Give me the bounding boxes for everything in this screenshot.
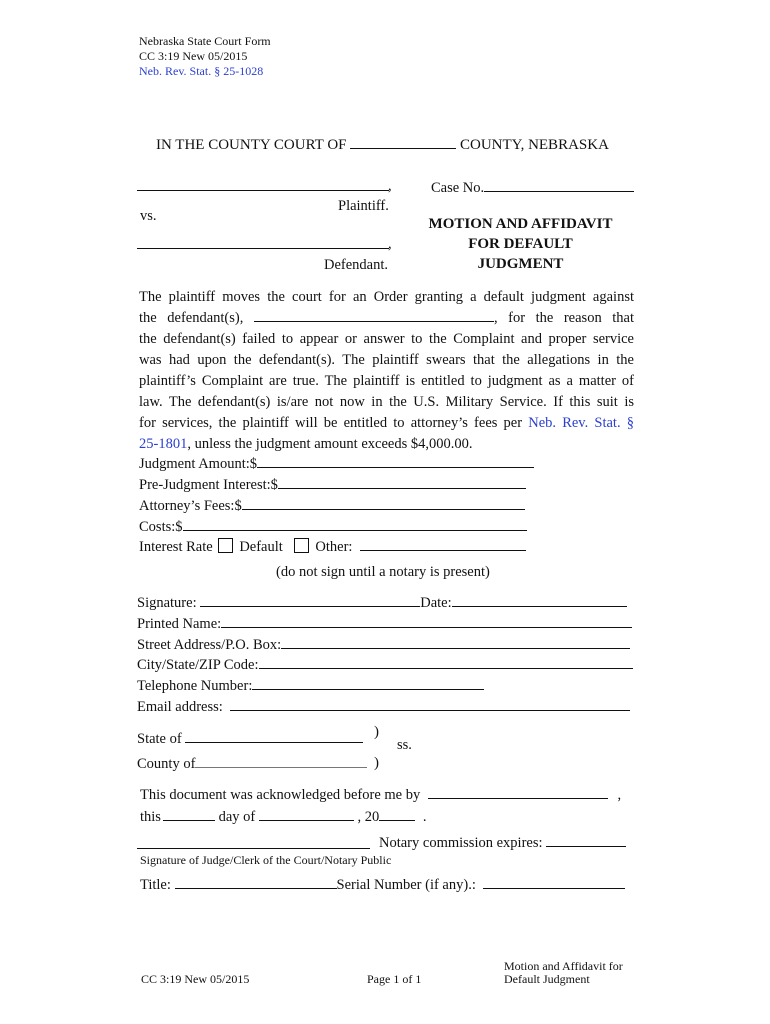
- form-title-line2: FOR DEFAULT: [468, 236, 573, 252]
- court-heading: [156, 136, 609, 154]
- paragraph-line: was had upon the defendant(s). The plaintiff swears that the allegations in the: [139, 352, 634, 368]
- attorney-fee-statute-link-cont[interactable]: 25-1801: [139, 436, 188, 452]
- acknowledgment-comma: ,: [617, 787, 622, 803]
- court-suffix: COUNTY, NEBRASKA: [460, 137, 609, 153]
- title-label: Title:: [140, 877, 171, 893]
- commission-expires-field[interactable]: [546, 834, 626, 847]
- judgment-amount-label: Judgment Amount:$: [139, 456, 258, 472]
- default-rate-label: Default: [239, 539, 283, 555]
- paragraph-line: The plaintiff moves the court for an Order granting a default judgment against: [139, 289, 634, 305]
- venue-bracket-top: ): [374, 724, 379, 740]
- city-state-zip-label: City/State/ZIP Code:: [137, 657, 259, 673]
- defendant-label: Defendant.: [324, 257, 389, 273]
- venue-state-field[interactable]: [185, 730, 363, 743]
- paragraph-line: plaintiff’s Complaint are true. The plaintiff is entitled to judgment as a matter of: [139, 373, 634, 389]
- year-prefix-label: , 20: [357, 809, 380, 825]
- other-rate-field[interactable]: [360, 538, 526, 551]
- venue-state-label: State of: [137, 731, 182, 747]
- court-prefix: IN THE COUNTY COURT OF: [156, 137, 347, 153]
- acknowledgment-label: This document was acknowledged before me by: [140, 787, 421, 803]
- notary-signature-field[interactable]: [137, 848, 370, 849]
- defendant-name-inline-field[interactable]: [254, 309, 494, 322]
- date-period: .: [422, 809, 427, 825]
- paragraph-text: for services, the plaintiff will be entitled to attorney’s fees per: [139, 415, 523, 431]
- judgment-amount-field[interactable]: [257, 455, 534, 468]
- this-label: this: [140, 809, 161, 825]
- city-state-zip-field[interactable]: [259, 656, 633, 669]
- plaintiff-comma: ,: [388, 178, 392, 194]
- other-rate-checkbox[interactable]: [294, 538, 309, 553]
- serial-number-label: Serial Number (if any).:: [336, 877, 476, 893]
- email-field[interactable]: [230, 698, 630, 711]
- footer-page-number: Page 1 of 1: [367, 972, 422, 986]
- paragraph-text: , for the reason that: [493, 310, 634, 326]
- case-number-field[interactable]: [484, 179, 634, 192]
- title-row: [140, 876, 625, 894]
- email-label: Email address:: [137, 699, 223, 715]
- default-rate-checkbox[interactable]: [218, 538, 233, 553]
- costs-field[interactable]: [183, 518, 527, 531]
- prejudgment-interest-label: Pre-Judgment Interest:$: [139, 477, 278, 493]
- signature-label: Signature:: [137, 595, 197, 611]
- street-address-label: Street Address/P.O. Box:: [137, 637, 282, 653]
- venue-state-row: [137, 730, 363, 748]
- signature-field[interactable]: [200, 594, 420, 607]
- form-title-line1: MOTION AND AFFIDAVIT: [428, 216, 613, 232]
- statute-link[interactable]: Neb. Rev. Stat. § 25-1028: [139, 64, 264, 78]
- case-number-row: [431, 179, 634, 197]
- venue-county-label: County of: [137, 756, 196, 772]
- venue-bracket-bottom: ): [374, 755, 379, 771]
- county-name-field[interactable]: [350, 136, 456, 149]
- day-of-label: day of: [218, 809, 256, 825]
- title-field[interactable]: [175, 876, 337, 889]
- commission-row: [379, 834, 626, 852]
- date-label: Date:: [420, 595, 452, 611]
- footer-doc-title-line2: Default Judgment: [504, 972, 590, 986]
- day-field[interactable]: [163, 808, 215, 821]
- printed-name-row: [137, 615, 632, 633]
- acknowledged-by-field[interactable]: [428, 786, 608, 799]
- notary-instruction: (do not sign until a notary is present): [276, 564, 490, 580]
- venue-ss-label: ss.: [397, 737, 412, 753]
- form-title-line3: JUDGMENT: [477, 256, 564, 272]
- case-number-label: Case No.: [431, 180, 485, 196]
- prejudgment-interest-row: [139, 476, 526, 494]
- paragraph-line: [139, 308, 634, 329]
- signature-row: [137, 594, 627, 612]
- attorney-fees-row: [139, 497, 525, 515]
- city-state-zip-row: [137, 656, 633, 674]
- street-address-row: [137, 636, 630, 654]
- plaintiff-label: Plaintiff.: [338, 198, 389, 214]
- attorney-fees-field[interactable]: [242, 497, 525, 510]
- plaintiff-name-field[interactable]: [137, 190, 389, 191]
- defendant-name-field[interactable]: [137, 248, 389, 249]
- notary-signature-caption: Signature of Judge/Clerk of the Court/Notary Public: [140, 853, 392, 867]
- telephone-label: Telephone Number:: [137, 678, 253, 694]
- costs-label: Costs:$: [139, 519, 183, 535]
- commission-expires-label: Notary commission expires:: [379, 835, 543, 851]
- email-row: [137, 698, 630, 716]
- date-field[interactable]: [452, 594, 627, 607]
- paragraph-text: the defendant(s),: [139, 310, 244, 326]
- printed-name-label: Printed Name:: [137, 616, 222, 632]
- venue-county-field[interactable]: [195, 755, 367, 768]
- attorney-fee-statute-link[interactable]: Neb. Rev. Stat. §: [528, 415, 634, 431]
- attorney-fees-label: Attorney’s Fees:$: [139, 498, 242, 514]
- acknowledgment-date-row: [140, 808, 426, 826]
- versus-label: vs.: [140, 208, 157, 224]
- motion-paragraph: [139, 287, 634, 455]
- paragraph-text: , unless the judgment amount exceeds $4,000.00.: [187, 436, 473, 452]
- acknowledgment-row: [140, 786, 621, 804]
- judgment-amount-row: [139, 455, 534, 473]
- serial-number-field[interactable]: [483, 876, 625, 889]
- interest-rate-row: [139, 538, 526, 556]
- form-source-label: Nebraska State Court Form: [139, 34, 271, 48]
- paragraph-line: the defendant(s) failed to appear or answer to the Complaint and proper service: [139, 331, 634, 347]
- interest-rate-label: Interest Rate: [139, 539, 213, 555]
- telephone-row: [137, 677, 484, 695]
- costs-row: [139, 518, 527, 536]
- footer-doc-title-line1: Motion and Affidavit for: [504, 959, 623, 973]
- other-rate-label: Other:: [315, 539, 353, 555]
- telephone-field[interactable]: [252, 677, 484, 690]
- printed-name-field[interactable]: [221, 615, 632, 628]
- form-number-label: CC 3:19 New 05/2015: [139, 49, 248, 63]
- paragraph-line: [139, 413, 634, 434]
- month-field[interactable]: [259, 808, 354, 821]
- street-address-field[interactable]: [281, 636, 630, 649]
- paragraph-line: law. The defendant(s) is/are not now in the U.S. Military Service. If this suit is: [139, 394, 634, 410]
- prejudgment-interest-field[interactable]: [278, 476, 526, 489]
- footer-form-id: CC 3:19 New 05/2015: [141, 972, 250, 986]
- year-field[interactable]: [379, 808, 415, 821]
- paragraph-line: [139, 434, 634, 455]
- venue-county-row: [137, 755, 367, 773]
- defendant-comma: ,: [388, 236, 392, 252]
